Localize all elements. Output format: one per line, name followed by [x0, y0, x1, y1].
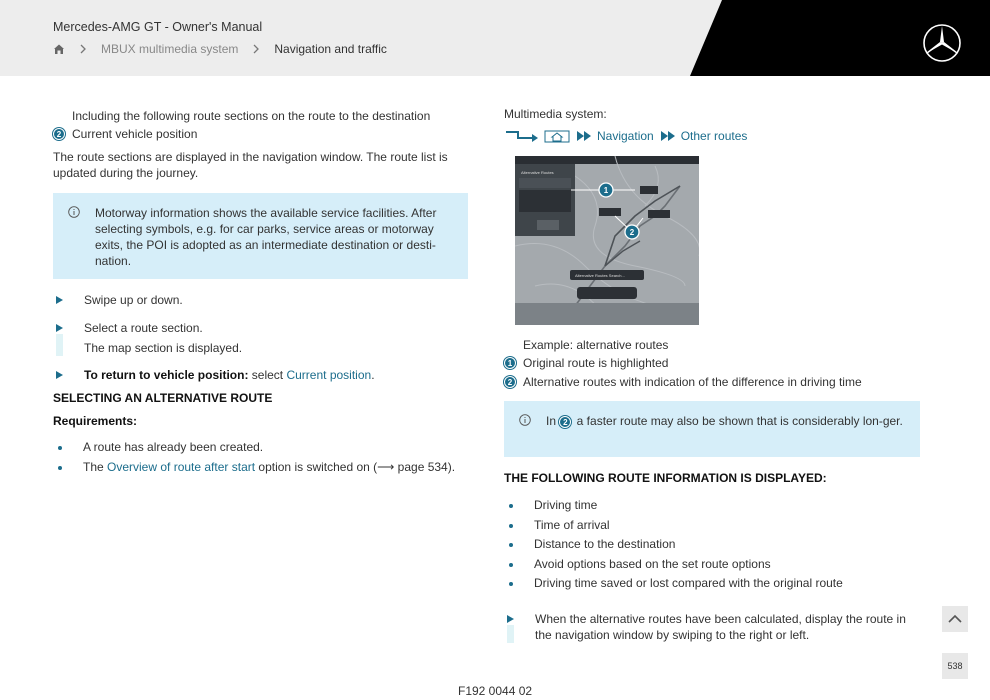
current-position-link[interactable]: Current position — [286, 368, 372, 382]
chevron-right-icon — [252, 44, 260, 54]
route-sections-paragraph: The route sections are displayed in the navigation window. The route list is updated during the journey. — [53, 150, 448, 180]
breadcrumb-navigation: Navigation and traffic — [274, 42, 387, 56]
breadcrumb-mbux[interactable]: MBUX multimedia system — [101, 42, 239, 56]
section-heading-alternative-route: SELECTING AN ALTERNATIVE ROUTE — [53, 391, 273, 405]
step-swipe — [53, 292, 468, 308]
right-column-lower — [504, 337, 920, 643]
scroll-to-top-button[interactable] — [942, 606, 968, 632]
list-item — [53, 458, 468, 478]
step-select-section — [53, 320, 468, 356]
info-icon — [68, 206, 80, 218]
step-display-route — [504, 611, 920, 643]
faster-route-info-box — [504, 401, 920, 457]
list-item: Avoid options based on the set route options — [504, 555, 920, 575]
home-icon[interactable] — [53, 43, 65, 55]
overview-route-link[interactable]: Overview of route after start — [107, 459, 256, 474]
manual-title: Mercedes-AMG GT - Owner's Manual — [53, 20, 263, 34]
bottom-bar-label: Alternative Routes Search... — [575, 273, 625, 278]
motorway-info-box — [53, 193, 468, 279]
step-bar — [56, 334, 63, 356]
callout-2-label: 2 — [629, 228, 635, 237]
step-return-position — [53, 367, 468, 383]
panel-title: Alternative Routes — [521, 170, 554, 175]
faster-route-text — [546, 413, 906, 429]
step-return-pre: select — [248, 368, 287, 382]
callout-badge-2: 2 — [559, 416, 571, 428]
current-vehicle-position-text: Current vehicle position — [72, 126, 198, 141]
nav-step-other-routes[interactable]: Other routes — [680, 129, 748, 143]
double-chevron-icon — [576, 130, 594, 142]
info-icon — [519, 414, 531, 426]
faster-pre: In — [546, 414, 560, 428]
map-illustration — [515, 156, 699, 325]
bullet2-pre: The — [83, 459, 108, 474]
step-arrow-icon — [56, 324, 63, 332]
route-info-list — [504, 496, 920, 594]
original-route-text: Original route is highlighted — [523, 355, 669, 370]
step-select-result: The map section is displayed. — [84, 341, 243, 355]
mercedes-star-logo — [921, 22, 963, 64]
callout-badge-1: 1 — [504, 357, 516, 369]
step-swipe-text: Swipe up or down. — [84, 293, 183, 307]
list-item: Driving time saved or lost compared with the original route — [504, 574, 920, 594]
double-chevron-icon — [660, 130, 678, 142]
navigation-path — [504, 127, 920, 145]
alternative-routes-text: Alternative routes with indication of the difference in driving time — [523, 374, 862, 389]
step-return-post: . — [371, 368, 375, 382]
step-return-label: To return to vehicle position: — [84, 368, 249, 382]
callout-badge-2: 2 — [504, 376, 516, 388]
nav-step-navigation[interactable]: Navigation — [597, 129, 654, 143]
breadcrumb — [53, 42, 387, 56]
step-bar — [507, 625, 514, 643]
callout-badge-2: 2 — [53, 128, 65, 140]
chevron-right-icon — [79, 44, 87, 54]
figure-caption: Example: alternative routes — [523, 338, 669, 352]
alternative-routes-screenshot — [515, 156, 699, 325]
faster-post: a faster route may also be shown that is considerably lon-ger. — [573, 414, 903, 428]
step-select-text: Select a route section. — [84, 321, 203, 335]
list-item: Time of arrival — [504, 516, 920, 536]
left-column — [53, 108, 468, 477]
figure-code: F192 0044 02 — [458, 684, 533, 698]
step-arrow-icon — [56, 371, 63, 379]
step-arrow-icon — [56, 296, 63, 304]
list-item: A route has already been created. — [53, 438, 468, 458]
multimedia-system-label: Multimedia system: — [504, 107, 607, 121]
right-column — [504, 106, 920, 145]
path-arrow-icon — [504, 129, 540, 143]
page-number: 538 — [942, 653, 968, 679]
step-display-route-text: When the alternative routes have been calculated, display the route in the navigation window by swiping to the right or left. — [535, 611, 906, 642]
step-arrow-icon — [507, 615, 514, 623]
bullet2-post: option is switched on (⟶ page 534). — [255, 459, 456, 474]
requirements-label: Requirements: — [53, 414, 138, 428]
motorway-info-text: Motorway information shows the available service facilities. After selecting symbols, e.g. for car parks, service areas or motorway exits, the POI is adopted as an intermediate destination or desti-nation. — [95, 206, 437, 268]
home-button-icon — [544, 129, 570, 143]
chevron-up-icon — [942, 606, 968, 632]
list-item: Distance to the destination — [504, 535, 920, 555]
route-sections-intro: Including the following route sections on the route to the destination — [72, 109, 431, 123]
list-item: Driving time — [504, 496, 920, 516]
route-info-heading: THE FOLLOWING ROUTE INFORMATION IS DISPLAYED: — [504, 471, 827, 485]
requirements-list — [53, 438, 468, 477]
callout-1-label: 1 — [603, 186, 609, 195]
